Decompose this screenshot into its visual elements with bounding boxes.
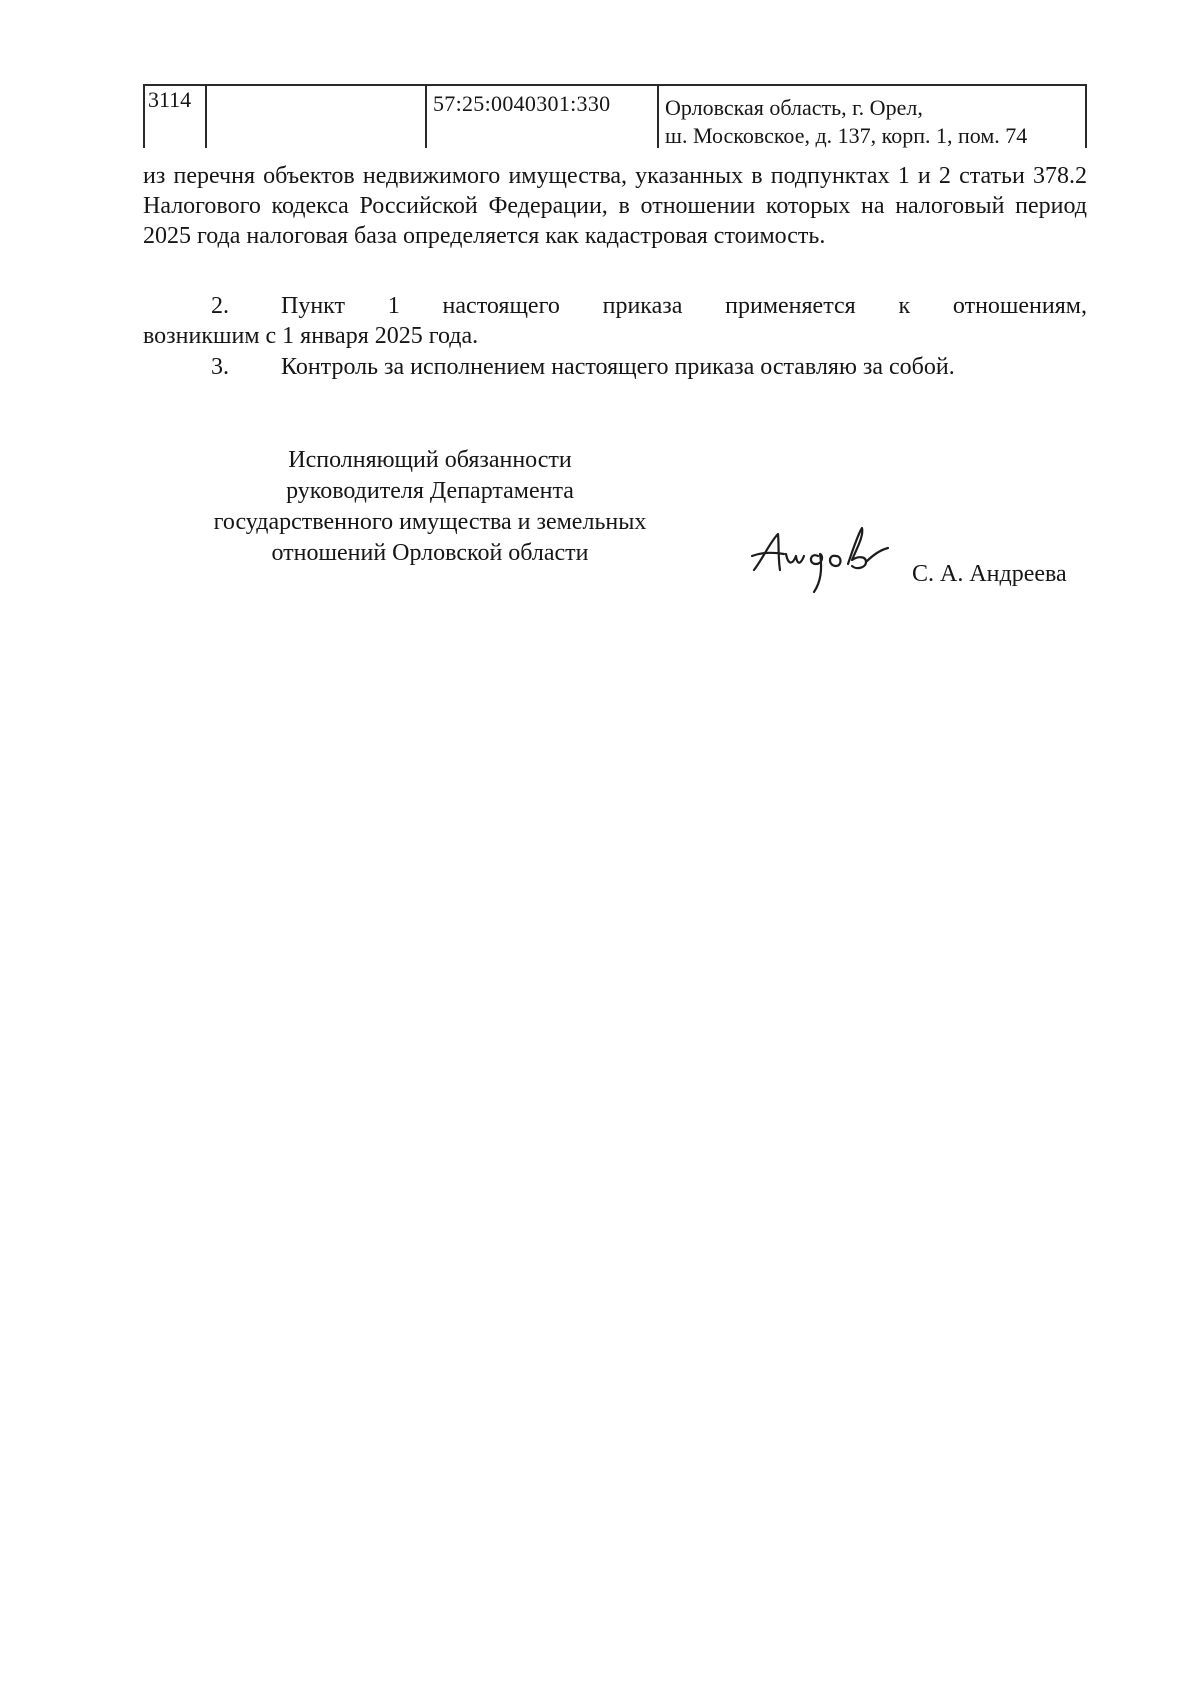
address-line-2: ш. Московское, д. 137, корп. 1, пом. 74 — [665, 123, 1028, 148]
p2-word: к — [898, 293, 911, 319]
p2-word: отношениям, — [952, 293, 1087, 319]
paragraph-2-words — [281, 291, 1087, 321]
position-line: руководителя Департамента — [286, 478, 574, 504]
handwritten-signature — [748, 520, 898, 600]
paragraph-2-number: 2. — [211, 293, 229, 319]
p2-word: настоящего — [442, 293, 560, 319]
row-number-cell — [145, 86, 207, 148]
position-line: отношений Орловской области — [271, 540, 589, 566]
p2-word: Пункт — [281, 293, 346, 319]
paragraph-3-text: Контроль за исполнением настоящего приказа оставляю за собой. — [281, 354, 955, 380]
paragraph-3 — [143, 352, 1087, 382]
row-number: 3114 — [148, 87, 192, 112]
position-line: Исполняющий обязанности — [288, 447, 572, 473]
paragraph-2 — [143, 291, 1087, 351]
position-line: государственного имущества и земельных — [213, 509, 647, 535]
p2-word: применяется — [725, 293, 856, 319]
p2-word: 1 — [387, 293, 400, 319]
p2-word: приказа — [602, 293, 683, 319]
address-line-1: Орловская область, г. Орел, — [665, 95, 923, 120]
address-cell — [659, 86, 1085, 148]
cadastral-number: 57:25:0040301:330 — [433, 91, 611, 116]
paragraph-1: из перечня объектов недвижимого имущества, указанных в подпунктах 1 и 2 статьи 378.2 Налогового кодекса Российской Федерации, в отношении которых на налоговый период 2025 года налоговая база определяется как кадастровая стоимость. — [143, 163, 1087, 249]
empty-cell — [207, 86, 427, 148]
signer-name: С. А. Андреева — [912, 561, 1067, 587]
property-table-row — [143, 84, 1087, 148]
paragraph-2-first-line — [143, 291, 1087, 321]
signatory-position — [160, 445, 700, 569]
cadastral-number-cell — [427, 86, 659, 148]
paragraph-2-line-2: возникшим с 1 января 2025 года. — [143, 323, 479, 349]
paragraph-3-number: 3. — [211, 354, 229, 380]
